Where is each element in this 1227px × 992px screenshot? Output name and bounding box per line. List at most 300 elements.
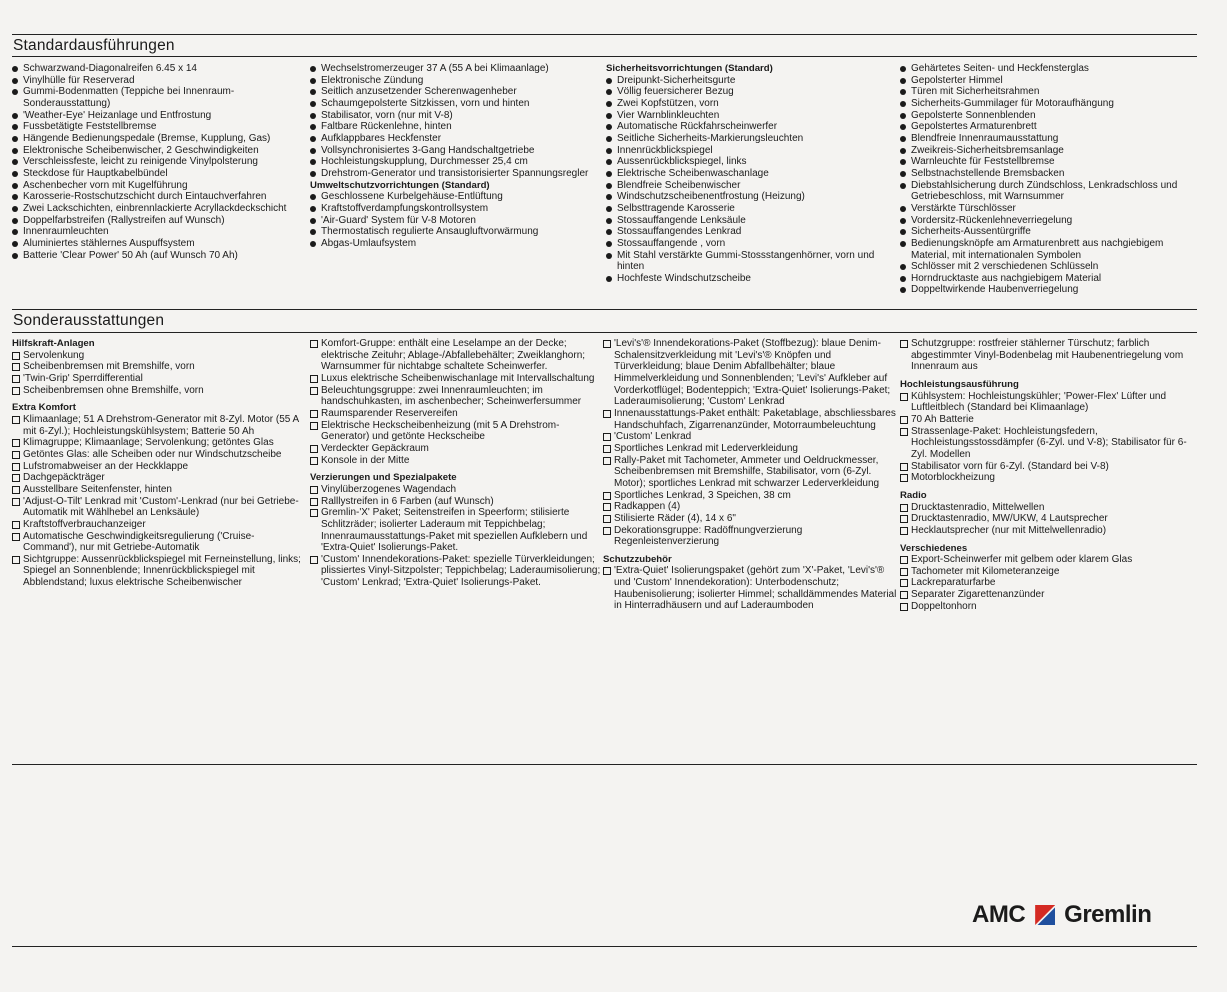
checkbox-icon	[310, 556, 318, 564]
feature-item	[310, 168, 606, 180]
bullet-icon	[606, 113, 612, 119]
subsection-heading	[12, 402, 308, 414]
feature-item	[900, 133, 1196, 145]
option-item	[900, 577, 1196, 589]
feature-item	[900, 98, 1196, 110]
option-item	[900, 472, 1196, 484]
feature-item	[310, 226, 606, 238]
option-text: Verdeckter Gepäckraum	[321, 442, 429, 454]
feature-item	[12, 203, 308, 215]
feature-text: Seitlich anzusetzender Scherenwagenheber	[321, 86, 517, 98]
option-item	[310, 507, 606, 554]
feature-item	[606, 168, 902, 180]
feature-text: Stossauffangende Lenksäule	[617, 214, 746, 226]
feature-item	[900, 110, 1196, 122]
feature-text: Gehärtetes Seiten- und Heckfensterglas	[911, 63, 1089, 74]
feature-item	[12, 226, 308, 238]
feature-item	[310, 63, 606, 75]
checkbox-icon	[12, 474, 20, 482]
checkbox-icon	[900, 579, 908, 587]
bullet-icon	[900, 171, 906, 177]
feature-text: Vollsynchronisiertes 3-Gang Handschaltgetriebe	[321, 144, 535, 156]
feature-text: 'Air-Guard' System für V-8 Motoren	[321, 214, 476, 226]
subsection-heading-text: Verschiedenes	[900, 542, 968, 554]
feature-item	[310, 75, 606, 87]
feature-item	[12, 86, 308, 109]
feature-item	[900, 145, 1196, 157]
feature-item	[310, 238, 606, 250]
option-item	[310, 484, 606, 496]
feature-item	[900, 121, 1196, 133]
subsection-heading	[310, 180, 606, 192]
subsection-heading	[900, 379, 1196, 391]
feature-text: Innenraumleuchten	[23, 226, 109, 238]
feature-text: Gummi-Bodenmatten (Teppiche bei Innenraum-Sonderausstattung)	[23, 86, 235, 109]
option-text: Innenausstattungs-Paket enthält: Paketablage, abschliessbares Handschuhfach, Zigarrenanzünder, Motorraumbeleuchtung	[614, 407, 896, 431]
option-text: Stilisierte Räder (4), 14 x 6"	[614, 512, 736, 524]
option-item	[310, 385, 606, 408]
subsection-heading	[603, 554, 899, 566]
checkbox-icon	[12, 375, 20, 383]
feature-text: Abgas-Umlaufsystem	[321, 237, 417, 249]
subsection-heading	[900, 490, 1196, 502]
bullet-icon	[900, 113, 906, 119]
feature-item	[12, 191, 308, 203]
option-item	[310, 554, 606, 589]
bullet-icon	[310, 78, 316, 84]
option-item	[603, 565, 899, 612]
option-text: Rally-Paket mit Tachometer, Ammeter und Oeldruckmesser, Scheibenbremsen mit Bremshilfe, Stabilisator, vorn (6-Zyl. Motor); sportliches Lenkrad mit schwarzer Lederverkleidung	[614, 454, 880, 489]
option-text: Getöntes Glas: alle Scheiben oder nur Windschutzscheibe	[23, 448, 282, 460]
feature-item	[606, 98, 902, 110]
checkbox-icon	[603, 457, 611, 465]
option-text: 'Custom' Lenkrad	[614, 431, 692, 443]
option-text: Dachgepäckträger	[23, 472, 105, 484]
feature-item	[12, 215, 308, 227]
bottom-rule-1	[12, 764, 1197, 765]
bullet-icon	[900, 276, 906, 282]
checkbox-icon	[900, 474, 908, 482]
feature-item	[12, 133, 308, 145]
option-item	[310, 408, 606, 420]
bullet-icon	[12, 253, 18, 259]
checkbox-icon	[12, 352, 20, 360]
standard-column-3	[606, 63, 902, 284]
feature-text: Selbsttragende Karosserie	[617, 202, 735, 214]
feature-item	[12, 121, 308, 133]
option-text: Ausstellbare Seitenfenster, hinten	[23, 483, 172, 495]
feature-text: Hochfeste Windschutzscheibe	[617, 272, 751, 284]
option-text: 'Adjust-O-Tilt' Lenkrad mit 'Custom'-Lenkrad (nur bei Getriebe-Automatik mit Wählhebel an Lenksäule)	[23, 495, 299, 519]
bullet-icon	[606, 241, 612, 247]
checkbox-icon	[900, 568, 908, 576]
option-item	[12, 554, 308, 589]
checkbox-icon	[310, 445, 318, 453]
checkbox-icon	[900, 515, 908, 523]
checkbox-icon	[310, 410, 318, 418]
feature-text: Selbstnachstellende Bremsbacken	[911, 167, 1065, 179]
feature-text: Blendfreie Scheibenwischer	[617, 179, 741, 191]
bullet-icon	[12, 194, 18, 200]
bullet-icon	[12, 229, 18, 235]
bullet-icon	[606, 229, 612, 235]
feature-item	[900, 156, 1196, 168]
checkbox-icon	[310, 340, 318, 348]
bullet-icon	[12, 89, 18, 95]
option-item	[12, 414, 308, 437]
bullet-icon	[606, 194, 612, 200]
amc-gremlin-logo	[972, 900, 1151, 930]
feature-text: Thermostatisch regulierte Ansaugluftvorwärmung	[321, 226, 539, 238]
feature-item	[310, 203, 606, 215]
feature-text: Stabilisator, vorn (nur mit V-8)	[321, 109, 453, 121]
feature-text: Schaumgepolsterte Sitzkissen, vorn und hinten	[321, 97, 530, 109]
option-text: Raumsparender Reservereifen	[321, 407, 458, 419]
checkbox-icon	[603, 445, 611, 453]
bullet-icon	[606, 253, 612, 259]
feature-text: Windschutzscheibenentfrostung (Heizung)	[617, 191, 805, 203]
checkbox-icon	[900, 393, 908, 401]
option-text: Gremlin-'X' Paket; Seitenstreifen in Speerform; stilisierte Schlitzräder; isolierter Laderaum mit Teppichbelag; Innenraumausstattungs-Paket mit speziellen Aufklebern und 'Extra-Quiet' Isolierungs-Paket.	[321, 507, 588, 554]
option-item	[900, 566, 1196, 578]
checkbox-icon	[12, 439, 20, 447]
checkbox-icon	[603, 515, 611, 523]
bullet-icon	[310, 113, 316, 119]
feature-item	[900, 180, 1196, 203]
bullet-icon	[310, 229, 316, 235]
feature-text: Vinylhülle für Reserverad	[23, 74, 135, 86]
bullet-icon	[310, 124, 316, 130]
feature-text: Warnleuchte für Feststellbremse	[911, 156, 1055, 168]
option-text: Komfort-Gruppe: enthält eine Leselampe an der Decke; elektrische Zeituhr; Ablage-/Abfallebehälter; Zweiklanghorn; Warnsummer für nichtabge schaltete Scheinwerfer.	[321, 338, 586, 373]
feature-text: Stossauffangende , vorn	[617, 237, 726, 249]
option-item	[900, 502, 1196, 514]
checkbox-icon	[12, 463, 20, 471]
bullet-icon	[310, 89, 316, 95]
option-text: Sportliches Lenkrad, 3 Speichen, 38 cm	[614, 489, 791, 501]
checkbox-icon	[900, 591, 908, 599]
checkbox-icon	[310, 486, 318, 494]
bullet-icon	[606, 218, 612, 224]
option-item	[603, 431, 899, 443]
feature-item	[310, 156, 606, 168]
option-item	[12, 449, 308, 461]
option-item	[900, 513, 1196, 525]
bottom-rule-2	[12, 946, 1197, 947]
feature-text: Gepolsterter Himmel	[911, 74, 1003, 86]
option-text: Beleuchtungsgruppe: zwei Innenraumleuchten; im handschuhkasten, im aschenbecher; Scheinwerfersummer	[321, 384, 582, 408]
option-text: Separater Zigarettenanzünder	[911, 589, 1045, 601]
option-text: Motorblockheizung	[911, 472, 995, 484]
feature-text: Diebstahlsicherung durch Zündschloss, Lenkradschloss und Getriebeschloss, mit Warnsummer	[911, 179, 1178, 203]
option-text: 'Levi's'® Innendekorations-Paket (Stoffbezug): blaue Denim-Schalensitzverkleidung mit 'Levi's'® Knöpfen und Türverkleidung; blaue Denim Abfallbehälter; blaue Himmelverkleidung und Sonnenblenden; 'Levi's' Aufkleber auf Vorderkotflügel; Bodenteppich; 'Extra-Quiet' Isolierungs-Paket; Laderaumisolierung; 'Custom' Lenkrad	[614, 338, 891, 408]
checkbox-icon	[12, 363, 20, 371]
feature-item	[606, 203, 902, 215]
option-text: Doppeltonhorn	[911, 600, 977, 612]
checkbox-icon	[12, 387, 20, 395]
checkbox-icon	[603, 503, 611, 511]
feature-item	[606, 238, 902, 250]
bullet-icon	[606, 136, 612, 142]
option-text: Klimagruppe; Klimaanlage; Servolenkung; getöntes Glas	[23, 437, 274, 449]
bullet-icon	[12, 78, 18, 84]
feature-item	[12, 238, 308, 250]
option-item	[603, 455, 899, 490]
option-item	[310, 373, 606, 385]
bullet-icon	[606, 159, 612, 165]
checkbox-icon	[900, 527, 908, 535]
bullet-icon	[900, 264, 906, 270]
bullet-icon	[900, 78, 906, 84]
feature-item	[606, 133, 902, 145]
feature-item	[12, 250, 308, 262]
bullet-icon	[12, 206, 18, 212]
feature-text: Geschlossene Kurbelgehäuse-Entlüftung	[321, 191, 503, 203]
bullet-icon	[900, 229, 906, 235]
option-item	[12, 350, 308, 362]
feature-text: Kraftstoffverdampfungskontrollsystem	[321, 202, 489, 214]
feature-text: Batterie 'Clear Power' 50 Ah (auf Wunsch 70 Ah)	[23, 249, 238, 261]
option-text: Strassenlage-Paket: Hochleistungsfedern, Hochleistungsstossdämpfer (6-Zyl. und V-8); Stabilisator für 6-Zyl. Modellen	[911, 425, 1187, 460]
option-item	[12, 496, 308, 519]
checkbox-icon	[12, 498, 20, 506]
bullet-icon	[900, 183, 906, 189]
option-item	[900, 525, 1196, 537]
option-item	[310, 443, 606, 455]
option-text: Sichtgruppe: Aussenrückblickspiegel mit Ferneinstellung, links; Spiegel an Sonnenblende; Innenrückblickspiegel mit Abblendstand; luxus elektrische Scheibenwischer	[23, 553, 301, 589]
feature-text: Blendfreie Innenraumausstattung	[911, 132, 1059, 144]
bullet-icon	[606, 276, 612, 282]
option-item	[603, 525, 899, 548]
bullet-icon	[12, 148, 18, 154]
checkbox-icon	[310, 457, 318, 465]
option-item	[900, 554, 1196, 566]
option-item	[12, 437, 308, 449]
feature-text: Hängende Bedienungspedale (Bremse, Kupplung, Gas)	[23, 132, 271, 144]
bullet-icon	[606, 148, 612, 154]
bullet-icon	[12, 113, 18, 119]
feature-item	[606, 250, 902, 273]
feature-text: Aluminiertes stählernes Auspuffsystem	[23, 237, 195, 249]
bullet-icon	[900, 218, 906, 224]
standard-title-rule	[12, 56, 1197, 57]
standard-column-2	[310, 63, 606, 250]
feature-item	[900, 86, 1196, 98]
bullet-icon	[12, 159, 18, 165]
option-text: Scheibenbremsen mit Bremshilfe, vorn	[23, 361, 195, 373]
feature-text: Gepolsterte Sonnenblenden	[911, 109, 1036, 121]
feature-text: Mit Stahl verstärkte Gummi-Stossstangenhörner, vorn und hinten	[617, 249, 875, 273]
feature-text: Vordersitz-Rückenlehneverriegelung	[911, 214, 1073, 226]
logo-model: Gremlin	[1064, 901, 1152, 928]
checkbox-icon	[603, 410, 611, 418]
option-item	[603, 501, 899, 513]
checkbox-icon	[900, 463, 908, 471]
feature-item	[310, 121, 606, 133]
feature-item	[310, 191, 606, 203]
optional-top-rule	[12, 309, 1197, 310]
subsection-heading-text: Schutzzubehör	[603, 553, 672, 565]
option-text: Elektrische Heckscheibenheizung (mit 5 A Drehstrom-Generator) und getönte Heckscheibe	[321, 419, 560, 443]
checkbox-icon	[12, 533, 20, 541]
feature-text: Drehstrom-Generator und transistorisierter Spannungsregler	[321, 167, 589, 179]
feature-text: Sicherheits-Gummilager für Motoraufhängung	[911, 97, 1114, 109]
top-rule	[12, 34, 1197, 35]
option-text: 'Twin-Grip' Sperrdifferential	[23, 372, 143, 384]
optional-column-3	[603, 338, 899, 612]
optional-title-rule	[12, 332, 1197, 333]
feature-item	[12, 180, 308, 192]
feature-text: 'Weather-Eye' Heizanlage und Entfrostung	[23, 109, 212, 121]
option-text: Stabilisator vorn für 6-Zyl. (Standard bei V-8)	[911, 460, 1109, 472]
option-text: Export-Scheinwerfer mit gelbem oder klarem Glas	[911, 554, 1133, 566]
feature-text: Karosserie-Rostschutzschicht durch Eintauchverfahren	[23, 191, 267, 203]
standard-section-title: Standardausführungen	[13, 37, 175, 54]
checkbox-icon	[310, 509, 318, 517]
feature-item	[12, 63, 308, 75]
option-item	[12, 373, 308, 385]
bullet-icon	[606, 78, 612, 84]
option-item	[603, 338, 899, 408]
option-item	[603, 443, 899, 455]
feature-item	[606, 75, 902, 87]
bullet-icon	[900, 241, 906, 247]
option-text: Kraftstoffverbrauchanzeiger	[23, 518, 146, 530]
checkbox-icon	[12, 416, 20, 424]
feature-text: Aschenbecher vorn mit Kugelführung	[23, 179, 188, 191]
option-text: 70 Ah Batterie	[911, 413, 974, 425]
bullet-icon	[12, 183, 18, 189]
feature-text: Automatische Rückfahrscheinwerfer	[617, 121, 778, 133]
bullet-icon	[900, 101, 906, 107]
checkbox-icon	[310, 498, 318, 506]
feature-item	[310, 110, 606, 122]
feature-text: Schwarzwand-Diagonalreifen 6.45 x 14	[23, 63, 197, 74]
subsection-heading-text: Hochleistungsausführung	[900, 378, 1019, 390]
option-text: Dekorationsgruppe: Radöffnungverzierung Regenleistenverzierung	[614, 524, 803, 548]
feature-text: Aussenrückblickspiegel, links	[617, 156, 747, 168]
feature-item	[900, 261, 1196, 273]
feature-text: Innenrückblickspiegel	[617, 144, 713, 156]
option-item	[603, 408, 899, 431]
subsection-heading	[310, 472, 606, 484]
standard-column-1	[12, 63, 308, 261]
feature-text: Zwei Lackschichten, einbrennlackierte Acryllackdeckschicht	[23, 202, 287, 214]
feature-item	[900, 273, 1196, 285]
feature-text: Doppelfarbstreifen (Rallystreifen auf Wunsch)	[23, 214, 225, 226]
checkbox-icon	[12, 451, 20, 459]
option-text: Drucktastenradio, MW/UKW, 4 Lautsprecher	[911, 513, 1108, 525]
bullet-icon	[12, 218, 18, 224]
bullet-icon	[310, 159, 316, 165]
feature-item	[606, 156, 902, 168]
bullet-icon	[606, 124, 612, 130]
feature-item	[900, 75, 1196, 87]
checkbox-icon	[603, 492, 611, 500]
bullet-icon	[12, 124, 18, 130]
subsection-heading-text: Hilfskraft-Anlagen	[12, 338, 95, 349]
option-text: Klimaanlage; 51 A Drehstrom-Generator mit 8-Zyl. Motor (55 A mit 6-Zyl.); Hochleistungskühlsystem; Batterie 50 Ah	[23, 413, 299, 437]
feature-text: Doppeltwirkende Haubenverriegelung	[911, 284, 1079, 296]
option-item	[12, 472, 308, 484]
bullet-icon	[12, 171, 18, 177]
checkbox-icon	[603, 340, 611, 348]
feature-item	[900, 238, 1196, 261]
checkbox-icon	[603, 527, 611, 535]
option-item	[12, 461, 308, 473]
option-text: Sportliches Lenkrad mit Lederverkleidung	[614, 442, 798, 454]
option-item	[900, 391, 1196, 414]
feature-item	[12, 110, 308, 122]
feature-text: Faltbare Rückenlehne, hinten	[321, 121, 452, 133]
bullet-icon	[606, 206, 612, 212]
optional-section-title: Sonderausstattungen	[13, 312, 165, 329]
option-item	[900, 461, 1196, 473]
option-item	[900, 589, 1196, 601]
feature-item	[900, 203, 1196, 215]
option-text: Radkappen (4)	[614, 501, 681, 513]
bullet-icon	[900, 89, 906, 95]
subsection-heading-text: Extra Komfort	[12, 402, 76, 414]
feature-item	[310, 133, 606, 145]
optional-column-4	[900, 338, 1196, 612]
feature-item	[606, 86, 902, 98]
optional-column-1	[12, 338, 308, 589]
option-text: Lufstromabweiser an der Heckklappe	[23, 460, 189, 472]
option-item	[310, 496, 606, 508]
feature-item	[900, 215, 1196, 227]
option-item	[12, 484, 308, 496]
checkbox-icon	[603, 433, 611, 441]
option-item	[900, 338, 1196, 373]
feature-item	[12, 168, 308, 180]
bullet-icon	[310, 241, 316, 247]
feature-text: Türen mit Sicherheitsrahmen	[911, 86, 1040, 98]
option-item	[310, 455, 606, 467]
checkbox-icon	[12, 556, 20, 564]
bullet-icon	[310, 171, 316, 177]
feature-text: Elektronische Scheibenwischer, 2 Geschwindigkeiten	[23, 144, 259, 156]
subsection-heading-text: Sicherheitsvorrichtungen (Standard)	[606, 63, 773, 74]
subsection-heading-text: Verzierungen und Spezialpakete	[310, 472, 457, 484]
option-item	[310, 420, 606, 443]
option-text: 'Custom' Innendekorations-Paket: spezielle Türverkleidungen; plissiertes Vinyl-Sitzpolster; Teppichbelag; Laderaumisolierung; 'Custom' Lenkrad; 'Extra-Quiet' Isolierungs-Paket.	[321, 553, 601, 589]
feature-text: Sicherheits-Aussentürgriffe	[911, 226, 1031, 238]
bullet-icon	[900, 159, 906, 165]
feature-item	[606, 110, 902, 122]
bullet-icon	[12, 66, 18, 72]
bullet-icon	[900, 287, 906, 293]
option-text: Servolenkung	[23, 349, 85, 361]
checkbox-icon	[900, 428, 908, 436]
feature-text: Steckdose für Hauptkabelbündel	[23, 167, 168, 179]
option-item	[310, 338, 606, 373]
bullet-icon	[310, 66, 316, 72]
option-item	[603, 513, 899, 525]
feature-item	[606, 191, 902, 203]
feature-item	[310, 86, 606, 98]
feature-item	[606, 121, 902, 133]
bullet-icon	[12, 241, 18, 247]
checkbox-icon	[310, 422, 318, 430]
feature-text: Völlig feuersicherer Bezug	[617, 86, 734, 98]
feature-text: Verstärkte Türschlösser	[911, 202, 1016, 214]
bullet-icon	[606, 89, 612, 95]
logo-brand: AMC	[972, 901, 1026, 928]
option-item	[12, 361, 308, 373]
option-text: Lackreparaturfarbe	[911, 577, 996, 589]
bullet-icon	[900, 66, 906, 72]
